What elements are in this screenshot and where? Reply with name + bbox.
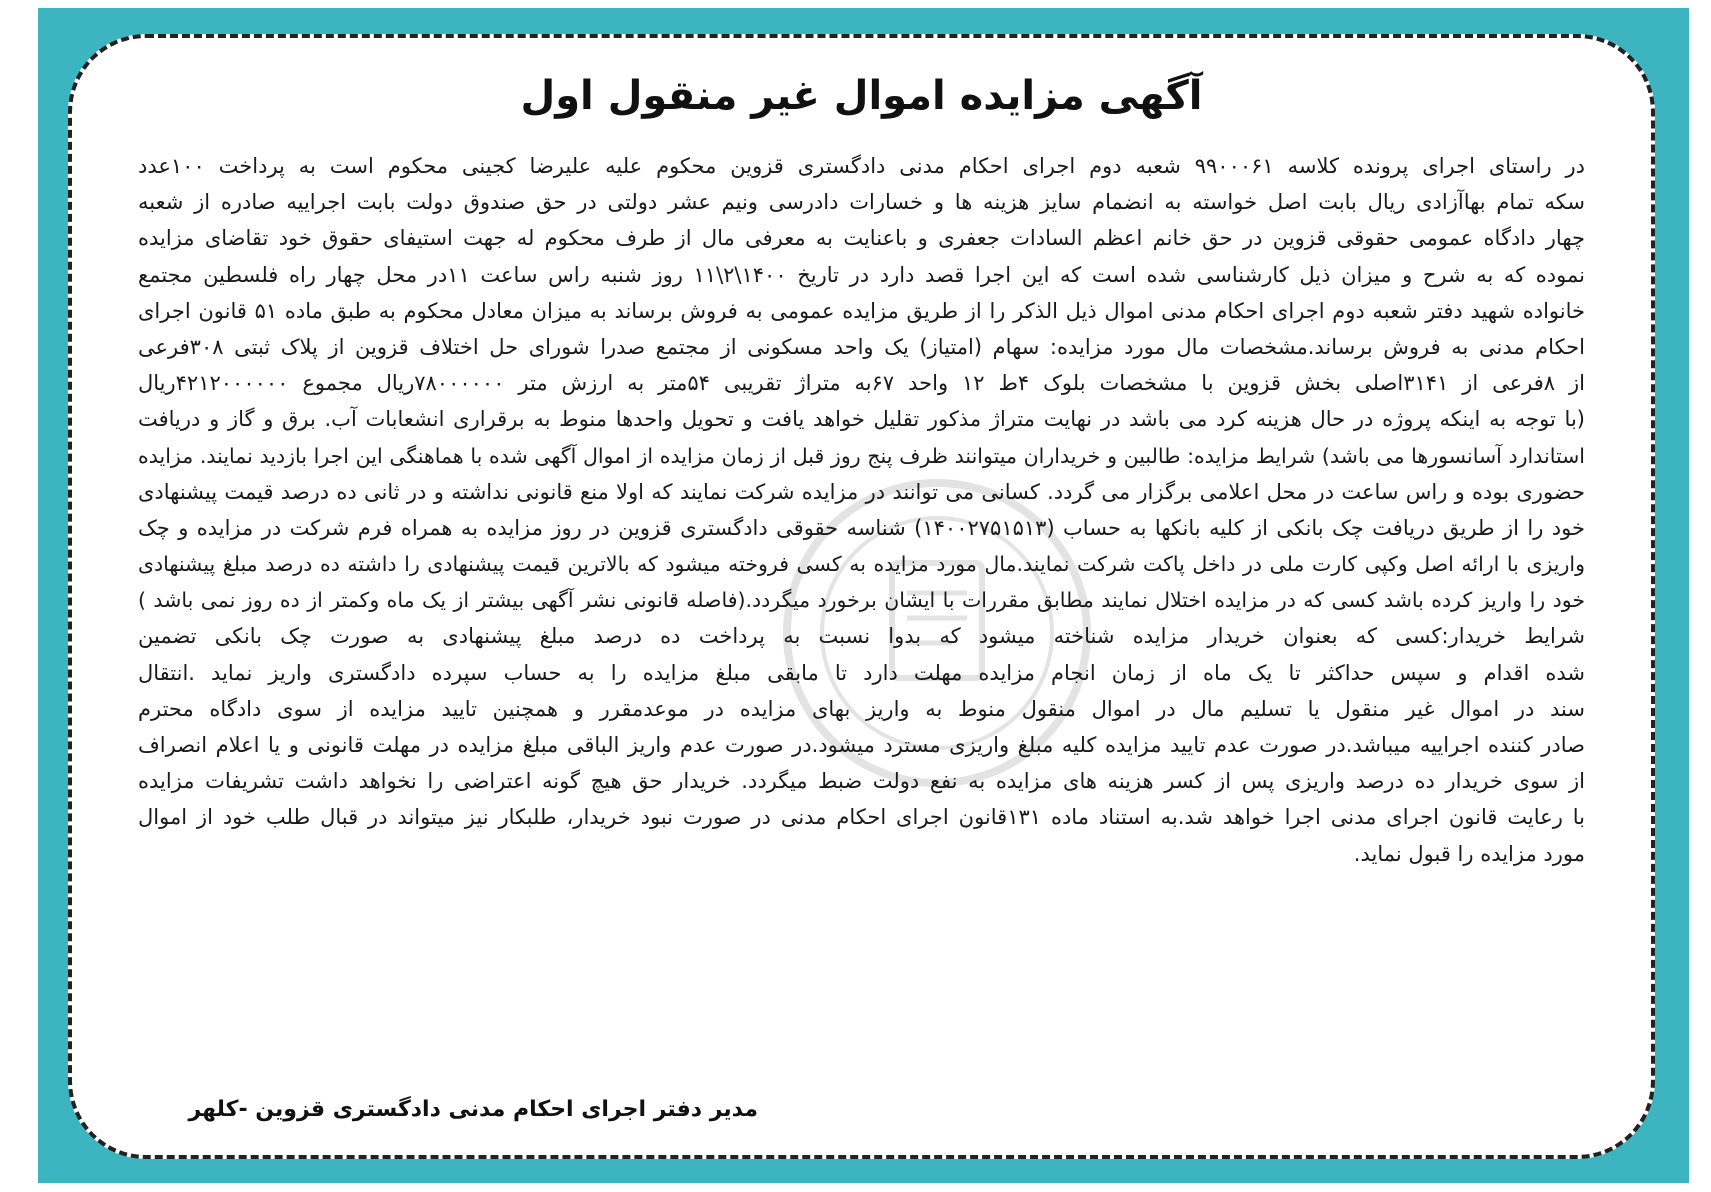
body-line: خود را واریز کرده باشد کسی که در مزایده اختلال نمایند مطابق مقررات با ایشان برخورد میگردد.(فاصله قانونی نشر آگهی بیشتر از یک ماه وکمتر از ده روز نمی باشد ) [138,588,1585,613]
body-line: شرایط خریدار:کسی که بعنوان خریدار مزایده شناخته میشود که بدوا نسبت به پرداخت ده درصد مبلغ پیشنهادی به صورت چک بانکی تضمین [138,624,1585,649]
body-line: خود را از طریق دریافت چک بانکی از کلیه بانکها به حساب (۱۴۰۰۲۷۵۱۵۱۳) شناسه حقوقی دادگستری قزوین در روز مزایده به همراه فرم شرکت در مزایده و چک [138,515,1585,540]
body-line: با رعایت قانون اجرای مدنی اجرا خواهد شد.به استناد ماده ۱۳۱قانون اجرای احکام مدنی در صورت نبود خریدار، طلبکار نیز میتواند در قبال طلب خود از اموال [138,805,1585,830]
body-line: مورد مزایده را قبول نماید. [1353,841,1585,866]
signature-line: مدیر دفتر اجرای احکام مدنی دادگستری قزوین -کلهر [188,1097,758,1122]
body-line: سند در اموال غیر منقول یا تسلیم مال در اموال منقول منوط به واریز بهای مزایده در موعدمقرر و همچنین تایید مزایده از سوی دادگاه محترم [138,696,1585,721]
body-line: احکام مدنی به فروش برساند.مشخصات مال مورد مزایده: سهام (امتیاز) یک واحد مسکونی از مجتمع صدرا شورای حل اختلاف قزوین از پلاک ثبتی ۳۰۸فرعی [138,334,1585,359]
teal-frame [38,8,1689,1183]
body-line: از سوی خریدار ده درصد واریزی پس از کسر هزینه های مزایده به نفع دولت ضبط میگردد. خریدار حق هیچ گونه اعتراضی را نخواهد داشت تشریفات مزایده [138,769,1585,794]
notice-body [138,148,1585,872]
body-line: صادر کننده اجراییه میباشد.در صورت عدم تایید مزایده کلیه مبلغ واریزی مسترد میشود.در صورت عدم واریز الباقی مبلغ مزایده در مهلت قانونی و یا اعلام انصراف [138,733,1585,757]
body-line: حضوری بوده و راس ساعت در محل اعلامی برگزار می گردد. کسانی می توانند در مزایده شرکت نمایند که اولا منع قانونی نداشته و در ثانی ده درصد قیمت پیشنهادی [138,479,1585,504]
body-line: شده اقدام و سپس حداکثر تا یک ماه از زمان انجام مزایده مهلت دارد تا مابقی مبلغ مزایده را به حساب سپرده دادگستری واریز نماید .انتقال [138,660,1585,685]
body-line: در راستای اجرای پرونده کلاسه ۹۹۰۰۰۶۱ شعبه دوم اجرای احکام مدنی دادگستری قزوین محکوم علیه علیرضا کجینی محکوم است به پرداخت ۱۰۰عدد [138,154,1585,178]
notice-title: آگهی مزایده اموال غیر منقول اول [520,73,1203,119]
body-line: سکه تمام بهاآزادی ریال بابت اصل خواسته به انضمام سایز هزینه ها و خسارات دادرسی ونیم عشر دولتی در حق صندوق دولت بابت اجراییه صادره از شعبه [138,190,1585,215]
body-line: چهار دادگاه عمومی حقوقی قزوین در حق خانم اعظم السادات جعفری و باعنایت به معرفی مال از طرف محکوم له جهت استیفای حقوق خود تقاضای مزایده [138,226,1585,251]
notice-card [68,34,1655,1159]
body-line: نموده که به شرح و میزان ذیل کارشناسی شده است که این اجرا قصد دارد در تاریخ ۱۴۰۰\۲\۱۱ روز شنبه راس ساعت ۱۱در محل چهار راه فلسطین مجتمع [138,262,1585,287]
body-line: خانواده شهید دفتر شعبه دوم اجرای احکام مدنی اموال ذیل الذکر را از طریق مزایده عمومی به فروش برساند به میزان معادل محکوم به طبق ماده ۵۱ قانون اجرای [138,298,1585,323]
body-line: از ۸فرعی از ۳۱۴۱اصلی بخش قزوین با مشخصات بلوک ۴ط ۱۲ واحد ۶۷به متراژ تقریبی ۵۴متر به ارزش متر ۷۸۰۰۰۰۰۰ریال مجموع ۴۲۱۲۰۰۰۰۰۰ریال [138,371,1585,396]
body-line: واریزی با ارائه اصل وکپی کارت ملی در داخل پاکت شرکت نمایند.مال مورد مزایده به کسی فروخته میشود که بالاترین قیمت پیشنهادی را داشته ده درصد مبلغ پیشنهادی [138,552,1585,577]
body-line: (با توجه به اینکه پروژه در حال هزینه کرد می باشد در نهایت متراژ مذکور تقلیل خواهد یافت و تحویل واحدها منوط به برقراری انشعابات آب. برق و گاز و دریافت [138,407,1585,432]
body-line: استاندارد آسانسورها می باشد) شرایط مزایده: طالبین و خریداران میتوانند ظرف پنج روز قبل از زمان مزایده از اموال آگهی شده با هماهنگی این اجرا بازدید نمایند. مزایده [138,443,1585,468]
